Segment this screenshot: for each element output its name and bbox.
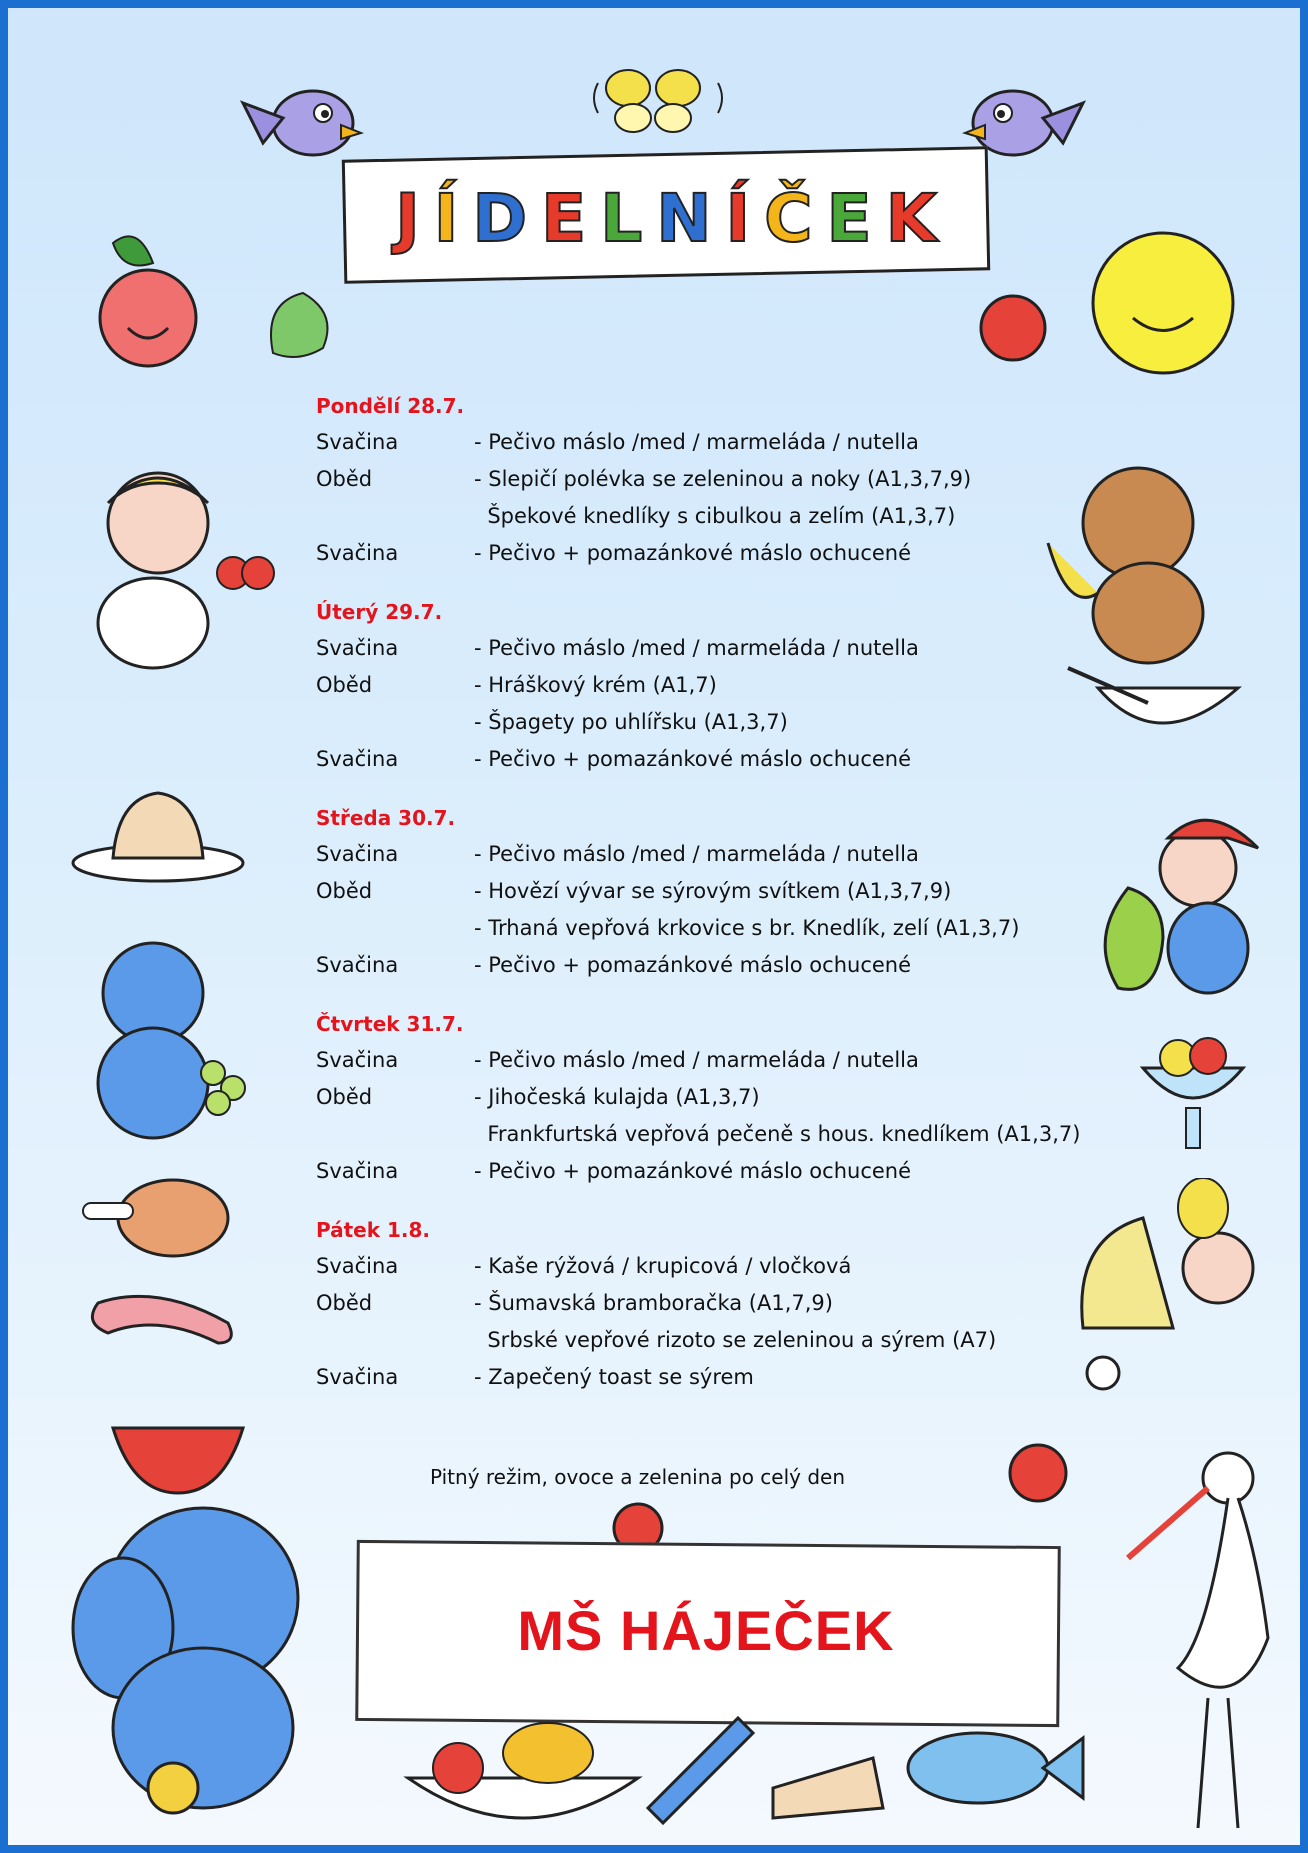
meal-label: Svačina (316, 953, 399, 977)
meal-label: Oběd (316, 879, 373, 903)
meal-dish: Špekové knedlíky s cibulkou a zelím (A1,3,7) (474, 504, 956, 528)
meal-label (316, 498, 474, 535)
meal-dish: - Jihočeská kulajda (A1,3,7) (474, 1085, 760, 1109)
meal-row (316, 1359, 1136, 1396)
sun-icon (1063, 203, 1263, 403)
cake-slice-icon (763, 1728, 893, 1828)
meal-dish: - Špagety po uhlířsku (A1,3,7) (474, 710, 788, 734)
day-section (316, 800, 1136, 984)
meal-row (316, 947, 1136, 984)
meal-dish: - Pečivo máslo /med / marmeláda / nutella (474, 842, 919, 866)
day-title: Středa 30.7. (316, 806, 456, 830)
meal-row (316, 741, 1136, 778)
day-section (316, 594, 1136, 778)
meal-dish: - Pečivo + pomazánkové máslo ochucené (474, 953, 912, 977)
day-title: Pátek 1.8. (316, 1218, 431, 1242)
meal-row (316, 1322, 1136, 1359)
title-letter: N (656, 179, 726, 257)
meal-label (316, 910, 474, 947)
drink-note: Pitný režim, ovoce a zelenina po celý den (430, 1465, 846, 1489)
title-letter: K (885, 179, 951, 257)
meal-row (316, 873, 1136, 910)
strawberry-icon (968, 278, 1058, 368)
butterfly-icon (568, 53, 748, 143)
meal-label: Svačina (316, 842, 399, 866)
meal-row (316, 1248, 1136, 1285)
apple-icon (83, 223, 213, 373)
meal-dish: - Kaše rýžová / krupicová / vločková (474, 1254, 852, 1278)
day-section (316, 1212, 1136, 1396)
meal-label: Svačina (316, 636, 399, 660)
meal-row (316, 836, 1136, 873)
meal-dish: - Pečivo + pomazánkové máslo ochucené (474, 747, 912, 771)
page-title (393, 178, 953, 258)
weekly-menu (316, 388, 1136, 1418)
meal-label: Svačina (316, 541, 399, 565)
ice-cream-cup-icon (1128, 1018, 1258, 1168)
meal-label: Svačina (316, 747, 399, 771)
meal-row (316, 1079, 1136, 1116)
meal-label: Svačina (316, 1254, 399, 1278)
leaf-icon (263, 283, 343, 363)
fish-icon (898, 1708, 1088, 1828)
day-section (316, 388, 1136, 572)
meal-label (316, 1116, 474, 1153)
chicken-leg-icon (63, 1163, 233, 1263)
title-letter: D (472, 179, 542, 257)
meal-dish: - Pečivo + pomazánkové máslo ochucené (474, 1159, 912, 1183)
meal-row (316, 704, 1136, 741)
meal-dish: - Zapečený toast se sýrem (474, 1365, 754, 1389)
meal-dish: Srbské vepřové rizoto se zeleninou a sýrem (A7) (474, 1328, 997, 1352)
meal-row (316, 1042, 1136, 1079)
meal-dish: - Pečivo + pomazánkové máslo ochucené (474, 541, 912, 565)
day-title: Čtvrtek 31.7. (316, 1012, 464, 1036)
title-letter: Í (433, 179, 473, 257)
meal-dish: - Šumavská bramboračka (A1,7,9) (474, 1291, 833, 1315)
meal-dish: - Hovězí vývar se sýrovým svítkem (A1,3,7,9) (474, 879, 952, 903)
meal-row (316, 424, 1136, 461)
school-name: MŠ HÁJEČEK (517, 1599, 895, 1662)
meal-label: Svačina (316, 1159, 399, 1183)
bird-left-icon (223, 63, 373, 173)
sausage-icon (78, 1283, 248, 1393)
meal-label (316, 704, 474, 741)
meal-label: Oběd (316, 467, 373, 491)
meal-dish: - Hráškový krém (A1,7) (474, 673, 717, 697)
strawberry-small-icon (993, 1433, 1083, 1513)
meal-label: Svačina (316, 1365, 399, 1389)
meal-row (316, 667, 1136, 704)
day-title: Pondělí 28.7. (316, 394, 465, 418)
title-letter: Í (725, 179, 765, 257)
meal-label: Oběd (316, 1085, 373, 1109)
meal-dish: - Trhaná vepřová krkovice s br. Knedlík, zelí (A1,3,7) (474, 916, 1020, 940)
meal-dish: - Slepičí polévka se zeleninou a noky (A1,3,7,9) (474, 467, 972, 491)
meal-row (316, 461, 1136, 498)
title-letter: E (826, 179, 886, 257)
meal-dish: - Pečivo máslo /med / marmeláda / nutella (474, 636, 919, 660)
cake-icon (68, 768, 248, 888)
meal-row (316, 498, 1136, 535)
stork-icon (1118, 1438, 1288, 1838)
title-letter: L (600, 179, 657, 257)
meal-label: Svačina (316, 430, 399, 454)
girl-with-cherries-icon (48, 453, 278, 723)
meal-row (316, 535, 1136, 572)
title-letter: Č (764, 179, 827, 257)
meal-dish: - Pečivo máslo /med / marmeláda / nutella (474, 1048, 919, 1072)
meal-label: Svačina (316, 1048, 399, 1072)
meal-label: Oběd (316, 1291, 373, 1315)
title-letter: J (395, 179, 434, 257)
salami-icon (628, 1698, 758, 1828)
day-section (316, 1006, 1136, 1190)
watermelon-icon (103, 1408, 253, 1498)
cat-with-grapes-icon (63, 923, 263, 1153)
meal-row (316, 1116, 1136, 1153)
menu-page (8, 8, 1300, 1845)
day-title: Úterý 29.7. (316, 600, 443, 624)
meal-label: Oběd (316, 673, 373, 697)
title-letter: E (541, 179, 601, 257)
meal-label (316, 1322, 474, 1359)
fruit-bowl-icon (398, 1708, 648, 1838)
meal-row (316, 1153, 1136, 1190)
meal-dish: Frankfurtská vepřová pečeně s hous. knedlíkem (A1,3,7) (474, 1122, 1081, 1146)
meal-dish: - Pečivo máslo /med / marmeláda / nutella (474, 430, 919, 454)
meal-row (316, 910, 1136, 947)
elephant-icon (63, 1488, 353, 1828)
meal-row (316, 630, 1136, 667)
meal-row (316, 1285, 1136, 1322)
